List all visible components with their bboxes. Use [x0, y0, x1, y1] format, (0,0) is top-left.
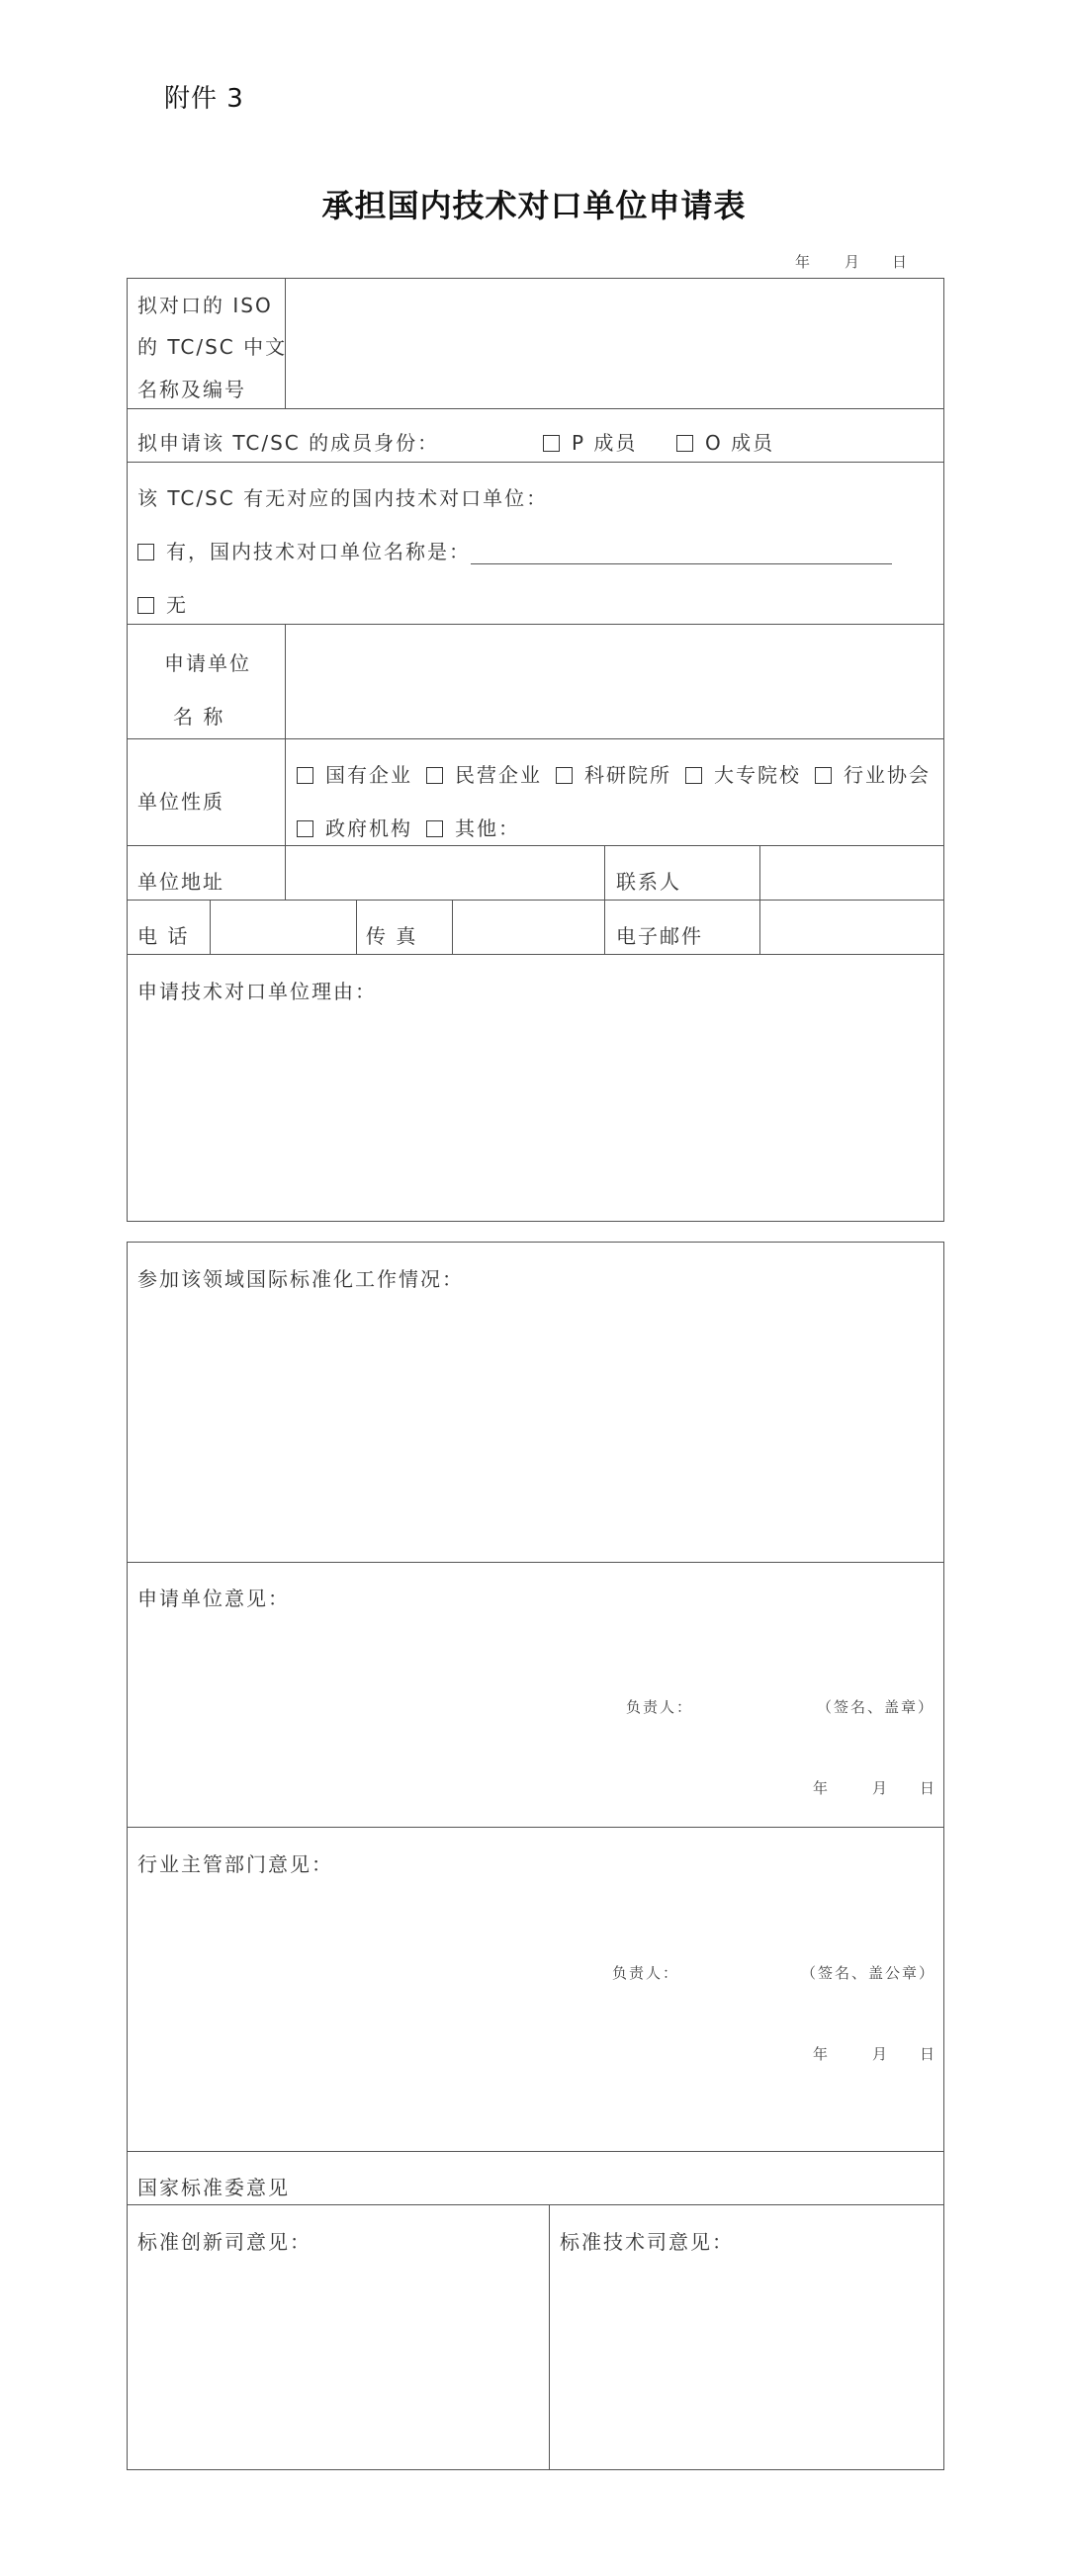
- col-line: [452, 900, 453, 954]
- fax-label: 传 真: [366, 924, 418, 948]
- nature-option-label: 其他：: [455, 816, 520, 840]
- nature-option[interactable]: [815, 763, 931, 787]
- row-line: [127, 624, 944, 625]
- domestic-name-underline[interactable]: [471, 563, 892, 564]
- date-year: 年: [795, 253, 813, 271]
- attachment-label: 附件 3: [164, 84, 244, 114]
- applicant-label-line1: 申请单位: [164, 651, 251, 675]
- address-label: 单位地址: [137, 870, 224, 894]
- nature-option-label: 行业协会: [844, 763, 931, 787]
- member-p-label: P 成员: [572, 431, 638, 455]
- email-label: 电子邮件: [616, 924, 703, 948]
- applicant-date-month: 月: [872, 1779, 890, 1797]
- tech-opinion-label: 标准技术司意见：: [560, 2230, 734, 2254]
- tech-opinion-field[interactable]: [553, 2260, 941, 2466]
- domestic-no-option[interactable]: [137, 593, 188, 617]
- table1-top-line: [127, 278, 944, 279]
- iso-tc-name-field[interactable]: [289, 281, 941, 406]
- industry-opinion-label: 行业主管部门意见：: [137, 1852, 333, 1876]
- iso-tc-label-line3: 名称及编号: [137, 378, 246, 401]
- col-line: [604, 845, 605, 954]
- col-line: [285, 624, 286, 900]
- applicant-responsible-label: 负责人：: [626, 1698, 694, 1716]
- col-line: [759, 845, 760, 954]
- iso-tc-label-line1: 拟对口的 ISO: [137, 294, 273, 317]
- applicant-name-field[interactable]: [289, 627, 941, 736]
- row-line: [127, 1562, 944, 1563]
- row-line: [127, 408, 944, 409]
- phone-field[interactable]: [214, 902, 353, 952]
- email-field[interactable]: [763, 902, 941, 952]
- nature-option[interactable]: [426, 763, 542, 787]
- domestic-no-checkbox[interactable]: [137, 597, 154, 614]
- nature-checkbox[interactable]: [685, 767, 702, 784]
- industry-date-month: 月: [872, 2045, 890, 2063]
- row-line: [127, 462, 944, 463]
- table1-right-line: [943, 278, 944, 1222]
- nature-checkbox[interactable]: [556, 767, 573, 784]
- participation-label: 参加该领域国际标准化工作情况：: [137, 1267, 464, 1291]
- row-line: [127, 2204, 944, 2205]
- industry-responsible-label: 负责人：: [612, 1964, 680, 1982]
- nature-option[interactable]: [297, 816, 412, 840]
- nature-option[interactable]: [556, 763, 671, 787]
- contact-field[interactable]: [763, 848, 941, 898]
- nature-checkbox[interactable]: [426, 767, 443, 784]
- applicant-label-line2: 名 称: [173, 705, 225, 729]
- o-member-checkbox[interactable]: [676, 435, 693, 452]
- applicant-opinion-label: 申请单位意见：: [137, 1587, 290, 1610]
- nature-option[interactable]: [426, 816, 520, 840]
- iso-tc-label-line2: 的 TC/SC 中文: [137, 335, 288, 359]
- nature-checkbox[interactable]: [815, 767, 832, 784]
- table2-bottom-line: [127, 2469, 944, 2470]
- date-month: 月: [845, 253, 862, 271]
- nature-option-label: 政府机构: [325, 816, 412, 840]
- member-o-option[interactable]: [676, 431, 774, 455]
- nature-checkbox[interactable]: [426, 820, 443, 837]
- nature-option[interactable]: [297, 763, 412, 787]
- phone-label: 电 话: [137, 924, 190, 948]
- table1-bottom-line: [127, 1221, 944, 1222]
- p-member-checkbox[interactable]: [543, 435, 560, 452]
- participation-field[interactable]: [131, 1297, 941, 1559]
- address-field[interactable]: [289, 848, 601, 898]
- innovation-opinion-field[interactable]: [131, 2260, 546, 2466]
- industry-date-day: 日: [920, 2045, 937, 2063]
- row-line: [127, 954, 944, 955]
- nature-option[interactable]: [685, 763, 801, 787]
- col-line: [210, 900, 211, 954]
- nature-checkbox[interactable]: [297, 820, 313, 837]
- table2-top-line: [127, 1242, 944, 1243]
- table2-left-line: [127, 1242, 128, 2470]
- row-line: [127, 845, 944, 846]
- industry-date-year: 年: [813, 2045, 831, 2063]
- industry-sign-note: （签名、盖公章）: [801, 1964, 936, 1982]
- page-title: 承担国内技术对口单位申请表: [321, 187, 747, 224]
- reason-label: 申请技术对口单位理由：: [137, 980, 377, 1003]
- domestic-yes-checkbox[interactable]: [137, 544, 154, 560]
- col-line: [356, 900, 357, 954]
- innovation-opinion-label: 标准创新司意见：: [137, 2230, 312, 2254]
- nature-option-label: 大专院校: [714, 763, 801, 787]
- nature-option-label: 国有企业: [325, 763, 412, 787]
- row-line: [127, 1827, 944, 1828]
- row-line: [127, 738, 944, 739]
- nature-label: 单位性质: [137, 790, 224, 814]
- applicant-date-day: 日: [920, 1779, 937, 1797]
- row-line: [127, 900, 944, 901]
- nature-option-label: 民营企业: [455, 763, 542, 787]
- fax-field[interactable]: [456, 902, 601, 952]
- member-label: 拟申请该 TC/SC 的成员身份：: [137, 431, 440, 455]
- table1-left-line: [127, 278, 128, 1222]
- member-p-option[interactable]: [543, 431, 637, 455]
- row-line: [127, 2151, 944, 2152]
- national-opinion-label: 国家标准委意见: [137, 2176, 290, 2199]
- domestic-yes-option[interactable]: [137, 540, 471, 563]
- domestic-yes-label: 有，国内技术对口单位名称是：: [166, 540, 471, 563]
- applicant-date-year: 年: [813, 1779, 831, 1797]
- nature-option-label: 科研院所: [584, 763, 671, 787]
- applicant-sign-note: （签名、盖章）: [817, 1698, 935, 1716]
- col-line: [549, 2204, 550, 2470]
- table2-right-line: [943, 1242, 944, 2470]
- contact-label: 联系人: [616, 870, 681, 894]
- nature-checkbox[interactable]: [297, 767, 313, 784]
- date-day: 日: [892, 253, 910, 271]
- reason-field[interactable]: [131, 1008, 941, 1218]
- domestic-question: 该 TC/SC 有无对应的国内技术对口单位：: [137, 486, 549, 510]
- domestic-no-label: 无: [166, 593, 188, 617]
- member-o-label: O 成员: [705, 431, 775, 455]
